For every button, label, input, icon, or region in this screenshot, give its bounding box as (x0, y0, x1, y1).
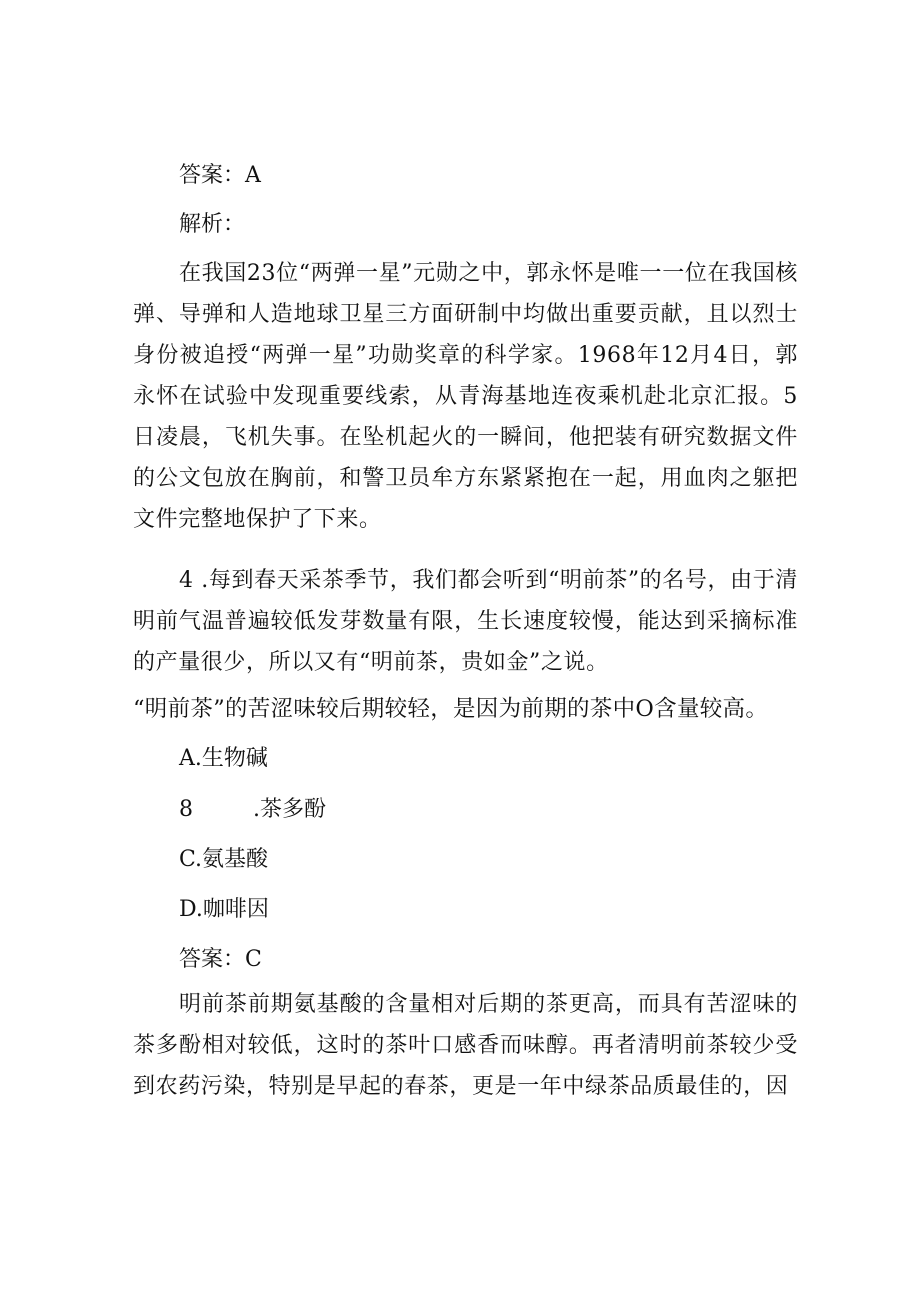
option-b-text: .茶多酚 (253, 797, 326, 822)
question-4-stem: 4 .每到春天采茶季节，我们都会听到“明前茶”的名号，由于清明前气温普遍较低发芽数量有限，生长速度较慢，能达到采摘标准的产量很少，所以又有“明前茶，贵如金”之说。 (133, 568, 798, 675)
option-c: C.氨基酸 (179, 847, 269, 872)
option-d: D.咖啡因 (179, 897, 269, 922)
answer-label-2: 答案：C (179, 947, 262, 972)
explanation-paragraph: 明前茶前期氨基酸的含量相对后期的茶更高，而具有苦涩味的茶多酚相对较低，这时的茶叶口感香而味醇。再者清明前茶较少受到农药污染，特别是早起的春茶，更是一年中绿茶品质最佳的，因 (133, 992, 798, 1099)
analysis-label: 解析： (179, 212, 246, 237)
analysis-paragraph: 在我国23位“两弹一星”元勋之中，郭永怀是唯一一位在我国核弹、导弹和人造地球卫星三方面研制中均做出重要贡献，且以烈士身份被追授“两弹一星”功勋奖章的科学家。1968年12月4日，郭永怀在试验中发现重要线索，从青海基地连夜乘机赴北京汇报。5日凌晨，飞机失事。在坠机起火的一瞬间，他把装有研究数据文件的公文包放在胸前，和警卫员牟方东紧紧抱在一起，用血肉之躯把文件完整地保护了下来。 (133, 261, 798, 532)
option-b-number: 8 (179, 797, 193, 822)
question-4-blank-line: “明前茶”的苦涩味较后期较轻，是因为前期的茶中O含量较高。 (133, 696, 769, 722)
answer-label-1: 答案：A (179, 163, 261, 188)
option-a: A.生物碱 (179, 746, 268, 771)
option-b (179, 795, 326, 825)
